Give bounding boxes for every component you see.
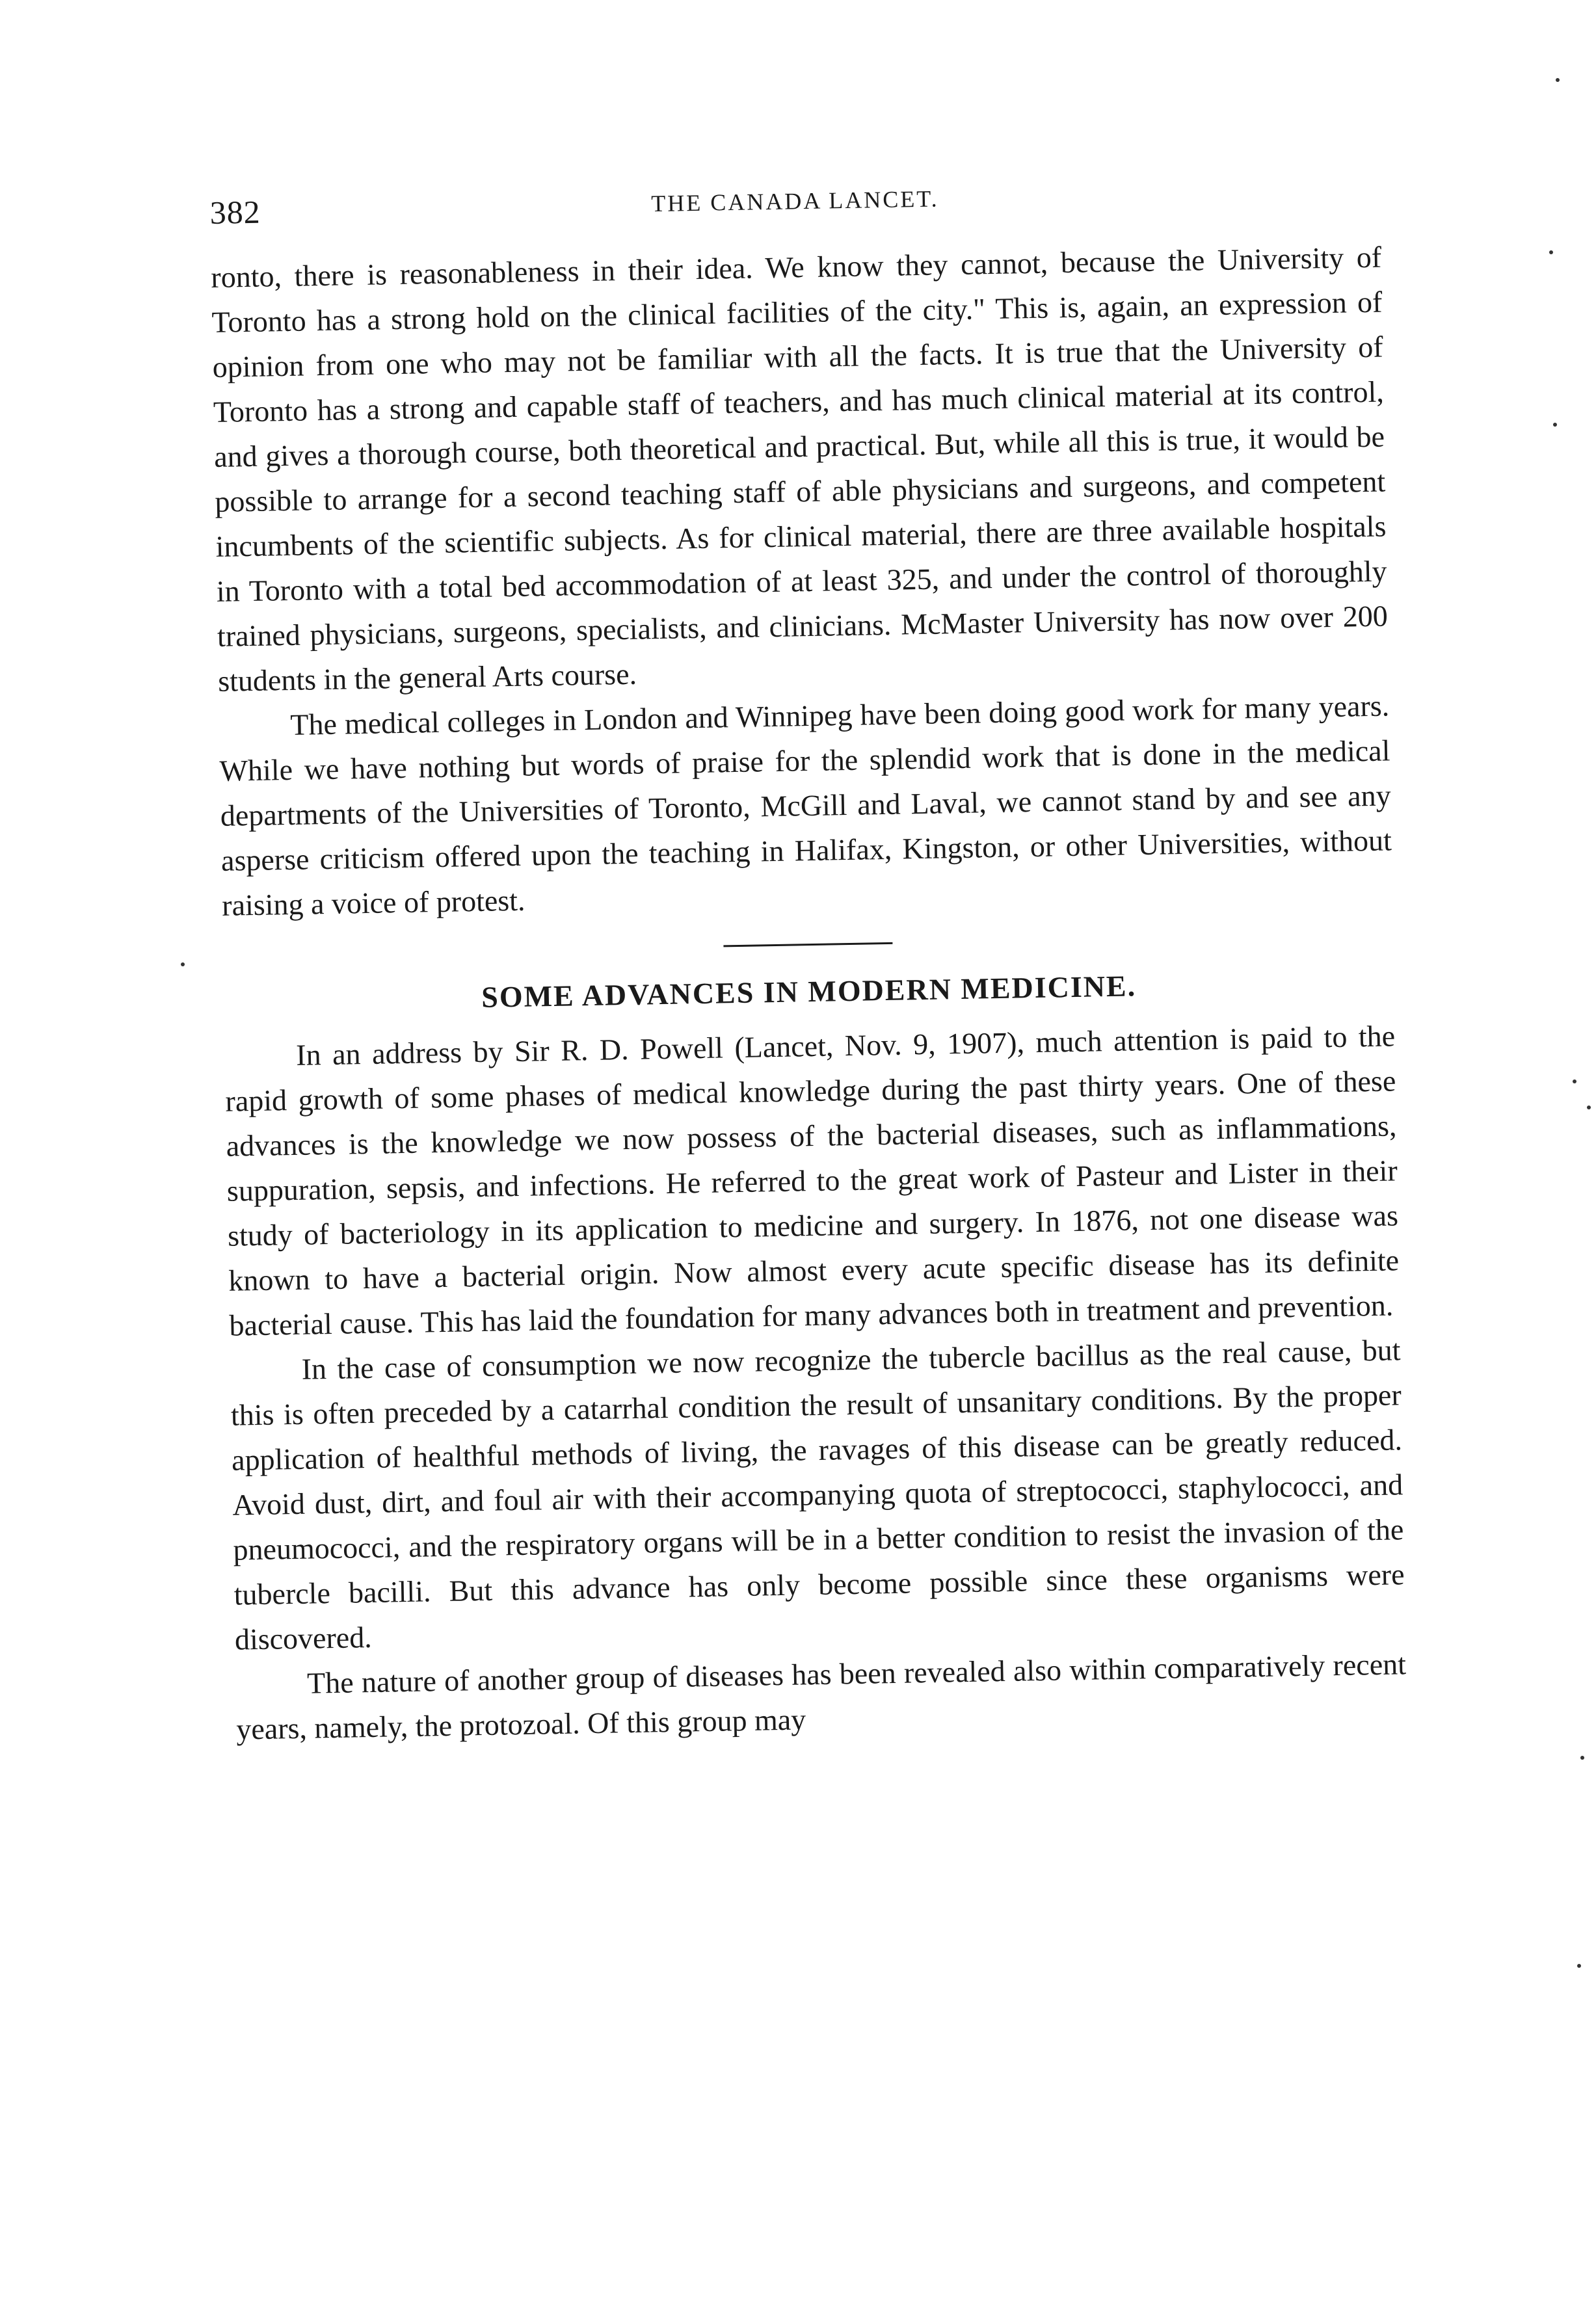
section-divider bbox=[723, 942, 892, 947]
scan-speck bbox=[1573, 1079, 1576, 1083]
document-page bbox=[209, 168, 1407, 1752]
scan-speck bbox=[181, 962, 185, 966]
scan-speck bbox=[1553, 423, 1557, 427]
scan-speck bbox=[1556, 78, 1560, 82]
body-paragraph-1: ronto, there is reasonableness in their idea. We know they cannot, because the University of Toronto has a strong hold on the clinical facilities of the city." This is, again, an expression of opinion from one who may not be familiar with all the facts. It is true that the University of Toronto has a strong and capable staff of teachers, and has much clinical material at its control, and gives a thorough course, both theoretical and practical. But, while all this is true, it would be possible to arrange for a second teaching staff of able physicians and surgeons, and competent incumbents of the scientific subjects. As for clinical material, there are three available hospitals in Toronto with a total bed accommodation of at least 325, and under the control of thoroughly trained physicians, surgeons, specialists, and clinicians. McMaster University has now over 200 students in the general Arts course. bbox=[210, 240, 1389, 698]
scan-speck bbox=[1587, 1106, 1591, 1109]
running-head bbox=[209, 168, 1381, 241]
section-paragraph-1: In an address by Sir R. D. Powell (Lancet, Nov. 9, 1907), much attention is paid to the rapid growth of some phases of medical knowledge during the past thirty years. One of these advances is the knowledge we now possess of the bacterial diseases, such as inflammations, suppuration, sepsis, and infections. He referred to the great work of Pasteur and Lister in their study of bacteriology in its application to medicine and surgery. In 1876, not one disease was known to have a bacterial origin. Now almost every acute specific disease has its definite bacterial cause. This has laid the foundation for many advances both in treatment and prevention. bbox=[225, 1019, 1400, 1342]
page-number: 382 bbox=[209, 193, 261, 231]
scan-speck bbox=[1577, 1964, 1581, 1968]
journal-title: THE CANADA LANCET. bbox=[651, 185, 939, 217]
section-paragraph-3: The nature of another group of diseases has been revealed also within comparatively recent years, namely, the protozoal. Of this group may bbox=[235, 1647, 1407, 1746]
section-paragraph-2: In the case of consumption we now recognize the tubercle bacillus as the real cause, but this is often preceded by a catarrhal condition the result of unsanitary conditions. By the proper application of healthful methods of living, the ravages of this disease can be greatly reduced. Avoid dust, dirt, and foul air with their accompanying quota of streptococci, staphylococci, and pneumococci, and the respiratory organs will be in a better condition to resist the invasion of the tubercle bacilli. But this advance has only become possible since these organisms were discovered. bbox=[230, 1333, 1405, 1656]
body-paragraph-2: The medical colleges in London and Winnipeg have been doing good work for many years. While we have nothing but words of praise for the splendid work that is done in the medical departments of the Universities of Toronto, McGill and Laval, we cannot stand by and see any asperse criticism offered upon the teaching in Halifax, Kingston, or other Universities, without raising a voice of protest. bbox=[219, 689, 1392, 922]
scan-speck bbox=[1549, 250, 1553, 254]
section-title: SOME ADVANCES IN MODERN MEDICINE. bbox=[481, 969, 1137, 1014]
scan-speck bbox=[1580, 1756, 1584, 1760]
